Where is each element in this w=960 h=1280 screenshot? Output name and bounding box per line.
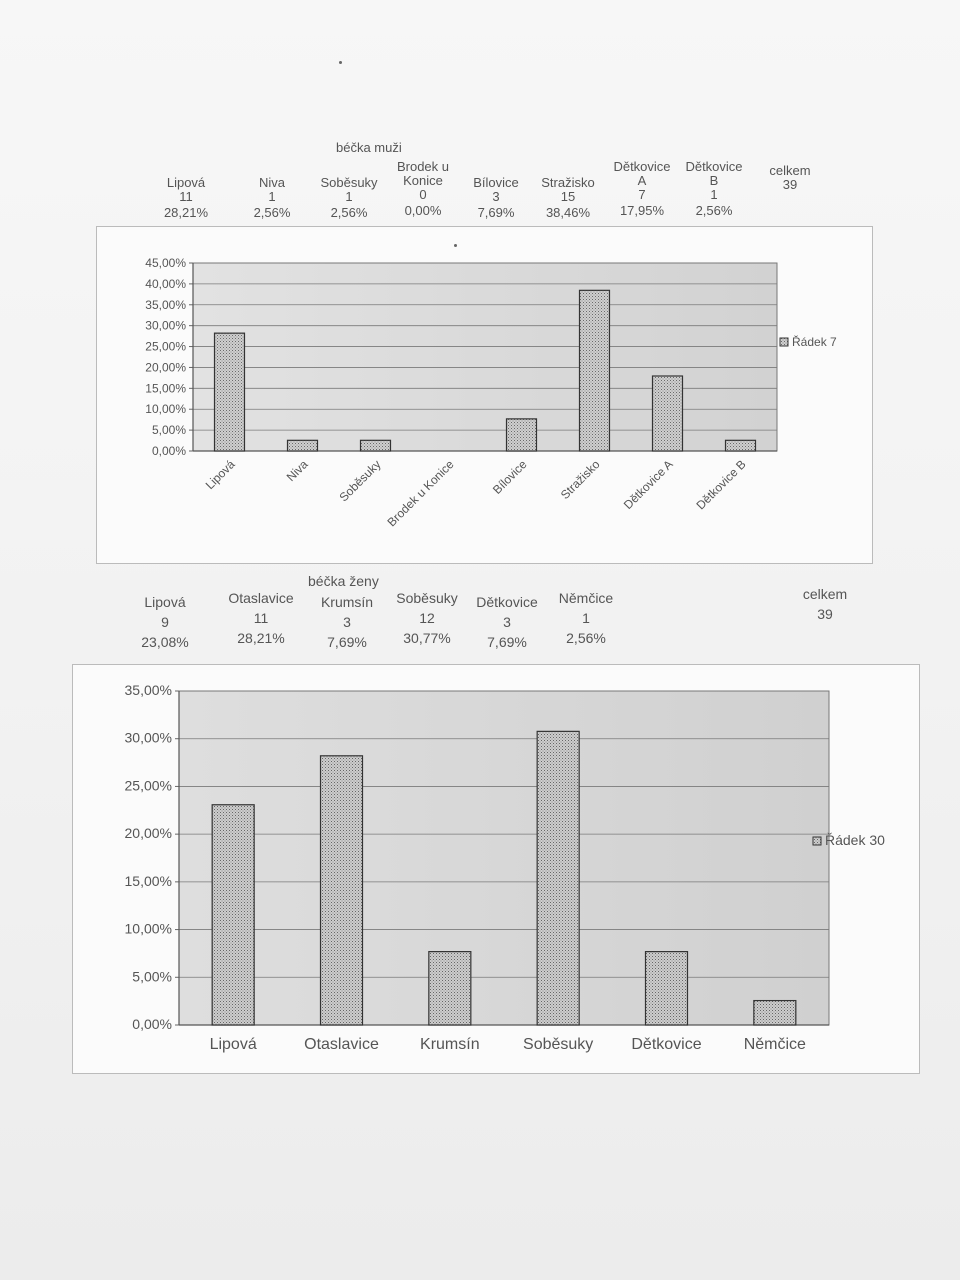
table-column	[216, 588, 306, 648]
percent-cell: 23,08%	[141, 634, 189, 650]
count-cell: 3	[343, 614, 351, 630]
x-category-label: Němčice	[743, 1036, 806, 1053]
y-tick-label: 30,00%	[124, 729, 172, 746]
column-header: Konice	[403, 173, 443, 188]
photocopy-speck	[339, 61, 342, 64]
bar-chart-muzi	[97, 227, 872, 563]
y-tick-label: 10,00%	[124, 920, 172, 937]
count-cell: 1	[268, 189, 276, 204]
column-header: Němčice	[558, 590, 614, 606]
x-category-label: Otaslavice	[304, 1036, 379, 1053]
column-header: Otaslavice	[228, 590, 294, 606]
table-column	[541, 588, 631, 648]
column-header: Niva	[258, 175, 285, 190]
table-title-zeny: béčka ženy	[308, 573, 379, 589]
column-header: Lipová	[166, 175, 206, 190]
photocopy-speck	[454, 244, 457, 247]
column-header: Lipová	[144, 594, 186, 610]
x-category-label: Lipová	[202, 457, 238, 493]
bar	[429, 952, 471, 1025]
count-cell: 7	[638, 187, 646, 202]
legend-label: Řádek 30	[825, 832, 885, 848]
table-title-muzi: béčka muži	[336, 140, 402, 155]
legend	[780, 334, 837, 349]
y-tick-label: 20,00%	[145, 360, 186, 375]
y-tick-label: 20,00%	[124, 825, 172, 842]
count-cell: 1	[710, 187, 718, 202]
y-tick-label: 15,00%	[145, 381, 186, 396]
total-column	[780, 584, 870, 624]
y-tick-label: 35,00%	[124, 682, 172, 698]
plot-area	[193, 263, 777, 451]
x-category-label: Dětkovice	[631, 1036, 702, 1053]
y-tick-label: 5,00%	[151, 423, 186, 438]
bar	[507, 419, 537, 451]
chart-frame-zeny	[72, 664, 920, 1074]
percent-cell: 0,00%	[404, 203, 442, 218]
percent-cell: 2,56%	[253, 205, 291, 220]
bar	[212, 805, 254, 1025]
column-header: Krumsín	[320, 594, 374, 610]
bar	[288, 440, 318, 451]
column-header: A	[637, 173, 647, 188]
x-category-label: Lipová	[209, 1036, 257, 1053]
y-tick-label: 30,00%	[145, 318, 186, 333]
bar	[653, 376, 683, 451]
table-column	[302, 592, 392, 652]
x-category-label: Dětkovice A	[620, 457, 676, 512]
x-category-label: Niva	[283, 457, 311, 485]
column-header: Stražisko	[541, 175, 595, 190]
percent-cell: 7,69%	[327, 634, 367, 650]
y-tick-label: 0,00%	[151, 444, 186, 458]
plot-area	[179, 691, 829, 1025]
total-label: celkem	[802, 586, 848, 602]
count-cell: 3	[492, 189, 500, 204]
column-header: Soběsuky	[320, 175, 378, 190]
percent-cell: 28,21%	[163, 205, 209, 220]
bar	[580, 290, 610, 451]
legend-label: Řádek 7	[792, 335, 837, 349]
percent-cell: 2,56%	[566, 630, 606, 646]
count-cell: 1	[345, 189, 353, 204]
count-cell: 9	[161, 614, 169, 630]
y-tick-label: 45,00%	[145, 256, 186, 270]
column-header: Dětkovice	[476, 594, 538, 610]
total-label: celkem	[769, 163, 811, 178]
table-column	[462, 592, 552, 652]
y-tick-label: 10,00%	[145, 402, 186, 417]
x-category-label: Krumsín	[420, 1036, 480, 1053]
table-column	[141, 176, 231, 220]
count-cell: 11	[253, 610, 269, 626]
x-category-label: Bílovice	[490, 457, 530, 497]
bar	[361, 440, 391, 451]
y-tick-label: 25,00%	[124, 777, 172, 794]
column-header: Brodek u	[396, 159, 450, 174]
x-category-label: Soběsuky	[523, 1036, 594, 1053]
percent-cell: 2,56%	[695, 203, 733, 218]
column-header: B	[709, 173, 719, 188]
total-value: 39	[817, 606, 833, 622]
bar	[754, 1001, 796, 1025]
x-category-label: Brodek u Konice	[384, 457, 457, 530]
count-cell: 0	[419, 187, 427, 202]
column-header: Dětkovice	[613, 159, 671, 174]
count-cell: 12	[419, 610, 435, 626]
chart-frame-muzi	[96, 226, 873, 564]
bar	[321, 756, 363, 1025]
y-tick-label: 5,00%	[132, 968, 172, 985]
legend-swatch	[780, 338, 788, 346]
percent-cell: 7,69%	[487, 634, 527, 650]
table-column	[382, 588, 472, 648]
count-cell: 11	[179, 189, 193, 204]
table-column	[120, 592, 210, 652]
x-category-label: Dětkovice B	[693, 457, 749, 513]
bar	[537, 731, 579, 1025]
legend-swatch	[813, 837, 821, 845]
total-value: 39	[782, 177, 798, 192]
percent-cell: 2,56%	[330, 205, 368, 220]
bar-chart-zeny	[73, 665, 919, 1073]
bar	[646, 952, 688, 1025]
percent-cell: 38,46%	[545, 205, 591, 220]
percent-cell: 28,21%	[237, 630, 285, 646]
y-tick-label: 15,00%	[124, 872, 172, 889]
bar	[215, 333, 245, 451]
count-cell: 3	[503, 614, 511, 630]
count-cell: 15	[560, 189, 576, 204]
total-column	[745, 164, 835, 192]
x-category-label: Stražisko	[557, 457, 603, 503]
column-header: Soběsuky	[396, 590, 458, 606]
percent-cell: 7,69%	[477, 205, 515, 220]
x-category-label: Soběsuky	[336, 457, 384, 505]
count-cell: 1	[582, 610, 590, 626]
y-tick-label: 25,00%	[145, 339, 186, 354]
column-header: Bílovice	[473, 175, 519, 190]
y-tick-label: 35,00%	[145, 297, 186, 312]
percent-cell: 30,77%	[403, 630, 451, 646]
y-tick-label: 40,00%	[145, 276, 186, 291]
percent-cell: 17,95%	[619, 203, 665, 218]
y-tick-label: 0,00%	[132, 1016, 172, 1032]
column-header: Dětkovice	[685, 159, 743, 174]
bar	[726, 440, 756, 451]
